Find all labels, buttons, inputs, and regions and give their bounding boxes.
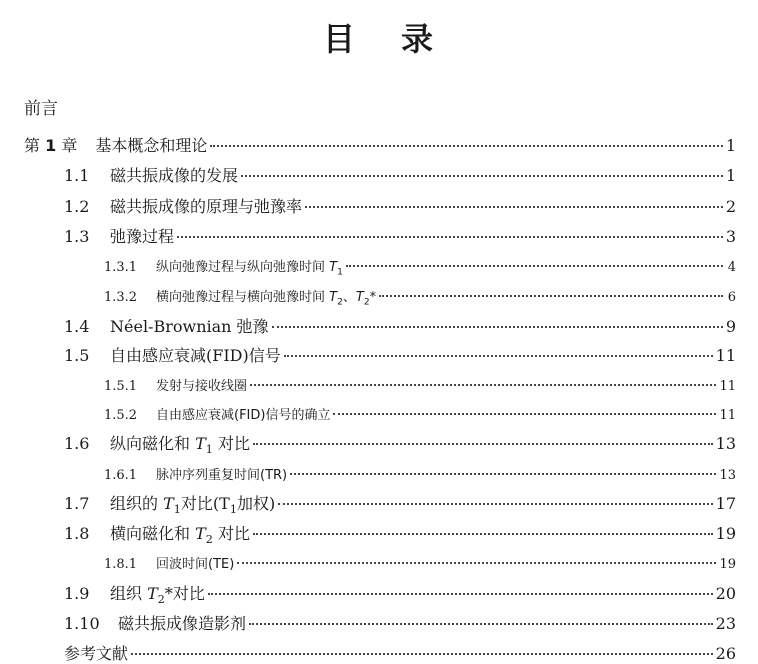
toc-entry-1-1[interactable]: 1.1 磁共振成像的发展 1 xyxy=(64,163,736,186)
dot-leader xyxy=(250,371,716,386)
toc-entry-1-2[interactable]: 1.2 磁共振成像的原理与弛豫率 2 xyxy=(64,194,736,217)
page-number: 4 xyxy=(727,260,736,275)
toc-references[interactable]: 参考文献 26 xyxy=(64,641,736,664)
page-number: 11 xyxy=(719,379,736,394)
page-number: 1 xyxy=(725,166,736,185)
dot-leader xyxy=(237,549,716,564)
page-number: 2 xyxy=(725,197,736,216)
dot-leader xyxy=(278,487,712,505)
toc-preface[interactable]: 前言 xyxy=(24,99,58,119)
toc-entry-1-6[interactable]: 1.6 纵向磁化和 $T_1$ 对比 13 xyxy=(64,431,736,456)
toc-entry-1-8[interactable]: 1.8 横向磁化和 $T_2$ 对比 19 xyxy=(64,521,736,546)
toc-entry-1-5-1[interactable]: 1.5.1 发射与接收线圈 11 xyxy=(104,375,736,394)
dot-leader xyxy=(333,400,716,415)
dot-leader xyxy=(272,310,723,328)
page-number: 11 xyxy=(719,408,736,423)
toc-entry-1-3[interactable]: 1.3 弛豫过程 3 xyxy=(64,224,736,247)
chapter-number: 第 1 章 xyxy=(24,136,78,155)
dot-leader xyxy=(210,129,722,147)
toc-entry-1-3-1[interactable]: 1.3.1 纵向弛豫过程与纵向弛豫时间 $T_1$ 4 xyxy=(104,256,736,278)
dot-leader xyxy=(208,577,713,595)
dot-leader xyxy=(253,427,713,445)
dot-leader xyxy=(346,252,723,267)
page-number: 13 xyxy=(715,434,736,453)
page-number: 3 xyxy=(725,227,736,246)
dot-leader xyxy=(241,159,723,177)
dot-leader xyxy=(177,220,723,238)
toc-entry-1-5[interactable]: 1.5 自由感应衰减(FID)信号 11 xyxy=(64,343,736,366)
page-number: 6 xyxy=(727,290,736,305)
page-number: 9 xyxy=(725,317,736,336)
dot-leader xyxy=(305,190,723,208)
page-number: 19 xyxy=(715,524,736,543)
dot-leader xyxy=(253,517,713,535)
page-number: 20 xyxy=(715,584,736,603)
toc-entry-1-4[interactable]: 1.4 Néel-Brownian 弛豫 9 xyxy=(64,314,736,337)
page-number: 11 xyxy=(715,346,736,365)
page-number: 19 xyxy=(719,557,736,572)
dot-leader xyxy=(249,607,713,625)
page-number: 26 xyxy=(715,644,736,663)
page-number: 1 xyxy=(725,136,736,155)
toc-entry-1-10[interactable]: 1.10 磁共振成像造影剂 23 xyxy=(64,611,736,634)
dot-leader xyxy=(284,339,713,357)
toc-chapter-1[interactable] xyxy=(24,133,736,156)
chapter-title: 基本概念和理论 xyxy=(95,136,208,155)
toc-entry-1-5-2[interactable]: 1.5.2 自由感应衰减(FID)信号的确立 11 xyxy=(104,404,736,423)
page-number: 17 xyxy=(715,494,736,513)
page-number: 23 xyxy=(715,614,736,633)
dot-leader xyxy=(379,282,723,297)
dot-leader xyxy=(131,637,713,655)
page-title: 目 录 xyxy=(322,20,436,58)
toc-entry-1-7[interactable]: 1.7 组织的 $T_1$对比($T_1$加权) 17 xyxy=(64,491,736,516)
toc-entry-1-6-1[interactable]: 1.6.1 脉冲序列重复时间(TR) 13 xyxy=(104,464,736,483)
toc-entry-1-9[interactable]: 1.9 组织 $T_2*$对比 20 xyxy=(64,581,736,606)
toc-entry-1-3-2[interactable]: 1.3.2 横向弛豫过程与横向弛豫时间 $T_2$、$T_2*$ 6 xyxy=(104,286,736,308)
toc-entry-1-8-1[interactable]: 1.8.1 回波时间(TE) 19 xyxy=(104,553,736,572)
page-number: 13 xyxy=(719,468,736,483)
dot-leader xyxy=(290,460,716,475)
